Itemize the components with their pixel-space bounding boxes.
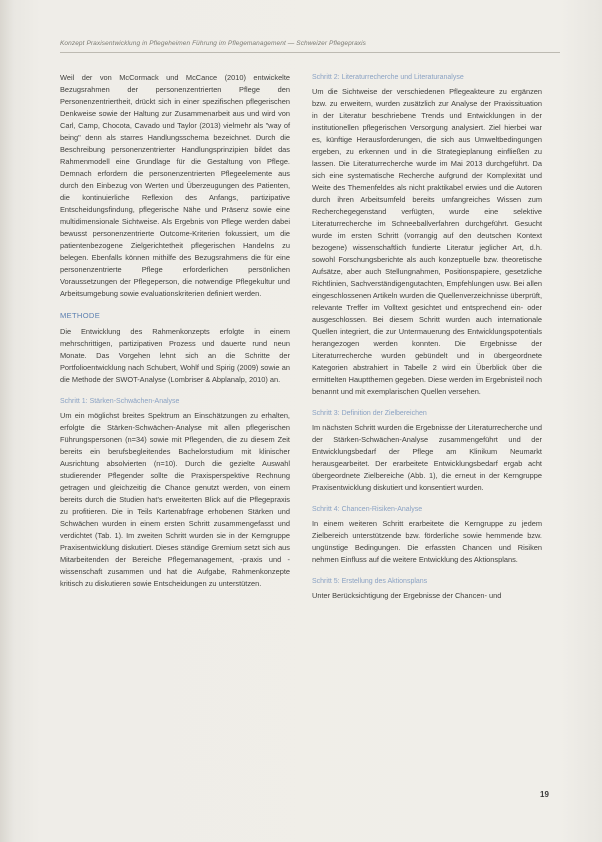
left-column xyxy=(60,72,290,593)
step5-paragraph: Unter Berücksichtigung der Ergebnisse der Chancen- und xyxy=(312,591,502,600)
method-paragraph: Die Entwicklung des Rahmenkonzepts erfolgte in einem mehrschrittigen, partizipativen Prozess und dauerte rund neun Monate. Das Vorgehen lehnt sich an die Schritte der Portfolioentwicklung nach Schubert, Wohlf und Spirig (2009) sowie an die Methode der SWOT-Analyse (Lombriser & Abplanalp, 2010) an. xyxy=(60,327,290,384)
step2-paragraph: Um die Sichtweise der verschiedenen Pflegeakteure zu ergänzen bzw. zu erweitern, wurden zusätzlich zur Analyse der Praxissituation in der Literatur beschriebene Trends und Entwicklungen in der institutionellen pflegerischen Versorgung analysiert. Ziel hierbei war es, künftige Herausforderungen, die sich aus Umweltbedingungen ergeben, zu erkennen und in die Strategieplanung einfließen zu lassen. Die Literaturrecherche wurde im Mai 2013 durchgeführt. Da sich eine systematische Recherche aufgrund der Komplexität und Weite des Themenfeldes als nicht praktikabel erwies und die Autoren durch ihren Arbeitsumfeld bereits umfangreiches Wissen zum Recherchegegenstand verfügten, wurde eine selektive Literaturrecherche im Schneeballverfahren durchgeführt. Gesucht wurde im ersten Schritt (vorrangig auf den deutschen Kontext bezogene) wissenschaftlich fundierte Literatur jeglicher Art, d.h. sowohl Forschungsberichte als auch konzeptuelle bzw. theoretische Aufsätze, aber auch Stellungnahmen, Positionspapiere, gesetzliche Richtlinien, Sachverständigengutachten, Empfehlungen usw. Bei allen eingeschlossenen Artikeln wurden die Quellenverzeichnisse überprüft, relevante Treffer im Volltext gesichtet und entsprechend ein- oder ausgeschlossen. Bei diesem Schritt wurden auch internationale Quellen integriert, die zur Untermauerung des Entwicklungspotentials herangezogen werden konnten. Die Ergebnisse der Literaturrecherche wurden gebündelt und in übergeordnete Kategorien abstrahiert in Tabelle 2 wird ein Überblick über die ermittelten Hauptthemen gegeben. Diese werden im Ergebnisteil noch benannt und mit exemplarischen Quellen versehen. xyxy=(312,87,542,396)
step4-heading: Schritt 4: Chancen-Risiken-Analyse xyxy=(312,506,423,513)
step2-heading: Schritt 2: Literaturrecherche und Literaturanalyse xyxy=(312,74,464,81)
header-divider xyxy=(60,52,560,53)
method-heading: METHODE xyxy=(60,311,101,320)
running-head: Konzept Praxisentwicklung in Pflegeheimen Führung im Pflegemanagement — Schweizer Pflegepraxis xyxy=(60,40,367,47)
step3-heading: Schritt 3: Definition der Zielbereichen xyxy=(312,410,427,417)
step3-paragraph: Im nächsten Schritt wurden die Ergebnisse der Literaturrecherche und der Stärken-Schwächen-Analyse zusammengeführt und der Entwicklungsbedarf der Pflege am Klinikum Neumarkt herausgearbeitet. Der erarbeitete Entwicklungsbedarf ergab acht übergeordnete Zielbereiche (Abb. 1), die erneut in der Kerngruppe Praxisentwicklung diskutiert und konsentiert wurden. xyxy=(312,423,542,492)
step4-paragraph: In einem weiteren Schritt erarbeitete die Kerngruppe zu jedem Zielbereich unterstützende bzw. förderliche sowie hemmende bzw. ungünstige Bedingungen. Die erfassten Chancen und Risiken nehmen Einfluss auf die weitere Entwicklung des Aktionsplans. xyxy=(312,519,542,564)
step5-heading: Schritt 5: Erstellung des Aktionsplans xyxy=(312,578,428,585)
step1-heading: Schritt 1: Stärken-Schwächen-Analyse xyxy=(60,398,180,405)
right-column xyxy=(312,72,542,605)
page-number: 19 xyxy=(540,790,549,799)
intro-paragraph: Weil der von McCormack und McCance (2010) entwickelte Bezugsrahmen der personenzentrierten Pflege den Personenzentriertheit, drückt sich in einer spezifischen pflegerischen Denkweise sowie der Haltung zur Zusammenarbeit aus und wird von Carl, Camp, Chocota, Cavado und Taylor (2013) vielmehr als "way of being" denn als starres Handlungsschema bezeichnet. Durch die Beschreibung personenzentrierter Handlungsprinzipien bildet das Rahmenmodell eine Grundlage für die Gestaltung von Pflege. Demnach erfordern die personenzentrierten Pflegeelemente aus durch den Einbezug von Werten und Überzeugungen des Patienten, die kontinuierliche Reflexion des Anfangs, partizipative Entscheidungsfindung, pflegerische Nähe und Präsenz sowie eine multidimensionale Sichtweise. Als Ergebnis von Pflege werden dabei bewusst personenzentrierte Outcome-Kriterien fokussiert, um die patientenbezogene Zielgerichtetheit pflegerischen Handelns zu belegen. Ebenfalls können mithilfe des Bezugsrahmens die für eine personenzentrierte Pflege erforderlichen persönlichen Voraussetzungen der Pflegeperson, die notwendige Pflegekultur und Arbeitsumgebung sowie evaluationskriterien definiert werden. xyxy=(60,73,290,298)
step1-paragraph: Um ein möglichst breites Spektrum an Einschätzungen zu erhalten, erfolgte die Stärken-Schwächen-Analyse mit allen pflegerischen Führungspersonen (n=34) sowie mit Pflegenden, die zu diesem Zeit bereits ein berufsbegleitendes Bachelorstudium mit klinischer Ausrichtung absolvierten (n=10). Durch die gezielte Auswahl studierender Pflegender sollte die Praxisperspektive Rechnung getragen und gleichzeitig die Chance genutzt werden, von einem bereits durch die Studien hat's erweiterten Blick auf die Pflegepraxis zu profitieren. Die in Teils Kartenabfrage erhobenen Stärken und Schwächen wurden in einem ersten Schritt zusammengefasst und verdichtet (Tab. 1). Im zweiten Schritt wurden sie in der Kerngruppe Praxisentwicklung diskutiert. Dieses ständige Gremium setzt sich aus Mitarbeitenden der Bereiche Pflegemanagement, -praxis und -wissenschaft zusammen und hat die Aufgabe, Rahmenkonzepte kritisch zu diskutieren sowie Entscheidungen zu unterstützen. xyxy=(60,411,290,588)
